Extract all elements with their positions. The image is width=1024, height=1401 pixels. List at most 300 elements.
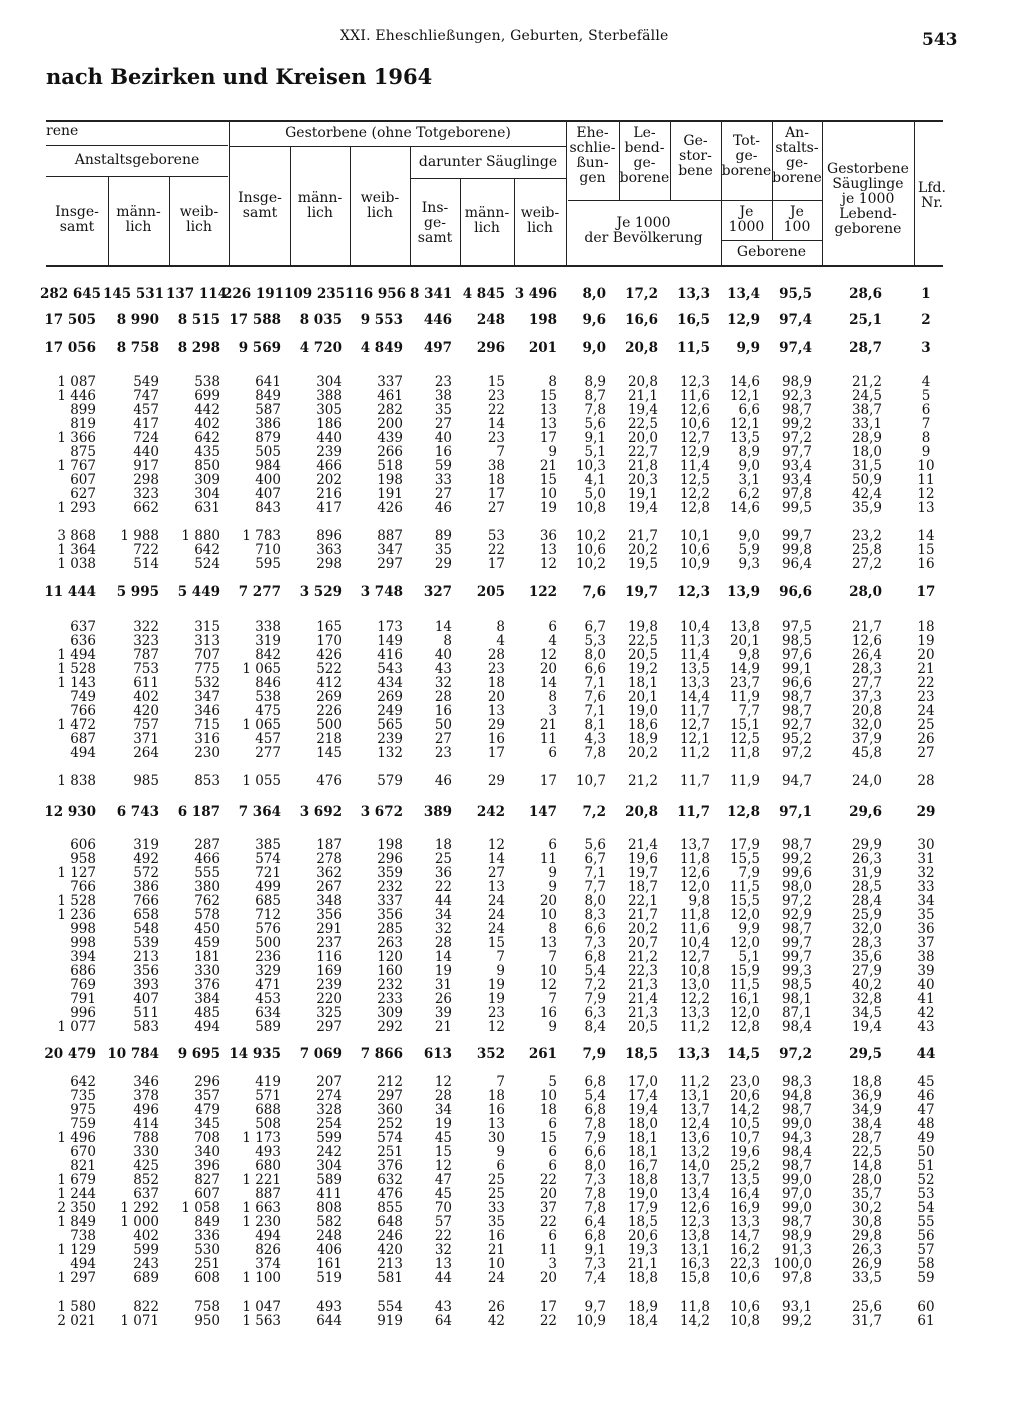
cell-maennlich: 319: [133, 837, 159, 853]
cell-saeuglinge-maennlich: 16: [487, 1228, 505, 1244]
cell-lebendgeborene-rate: 19,6: [627, 851, 658, 867]
cell-gestorbene-weiblich: 198: [377, 837, 403, 853]
table-row: [0, 866, 1024, 880]
cell-saeuglinge-maennlich: 205: [476, 584, 505, 600]
cell-anstaltsgeborene-rate: 92,9: [781, 907, 812, 923]
cell-lfd-nr: 53: [917, 1186, 935, 1202]
cell-insgesamt: 821: [70, 1158, 96, 1174]
cell-lfd-nr: 30: [917, 837, 935, 853]
cell-gestorbene-maennlich: 116: [316, 949, 342, 965]
cell-weiblich: 442: [194, 402, 220, 418]
cell-saeuglingssterblichkeit: 35,7: [851, 1186, 882, 1202]
cell-gestorbene-insgesamt: 849: [255, 388, 281, 404]
cell-gestorbene-insgesamt: 338: [255, 619, 281, 635]
cell-lfd-nr: 46: [917, 1088, 935, 1104]
cell-saeuglinge-weiblich: 3: [548, 1256, 557, 1272]
cell-saeuglingssterblichkeit: 27,7: [851, 675, 882, 691]
table-row: [0, 1243, 1024, 1257]
cell-insgesamt: 1 244: [57, 1186, 96, 1202]
cell-saeuglinge-weiblich: 15: [539, 472, 557, 488]
cell-weiblich: 296: [194, 1074, 220, 1090]
cell-lfd-nr: 54: [917, 1200, 935, 1216]
cell-insgesamt: 749: [70, 689, 96, 705]
cell-insgesamt: 996: [70, 1005, 96, 1021]
cell-saeuglinge-weiblich: 22: [539, 1172, 557, 1188]
cell-saeuglingssterblichkeit: 28,4: [851, 893, 882, 909]
cell-gestorbene-maennlich: 328: [316, 1102, 342, 1118]
cell-anstaltsgeborene-rate: 98,7: [781, 1102, 812, 1118]
cell-saeuglinge-weiblich: 6: [548, 1228, 557, 1244]
cell-lfd-nr: 29: [916, 804, 936, 820]
cell-gestorbene-rate: 13,3: [677, 286, 710, 302]
cell-maennlich: 346: [133, 1074, 159, 1090]
cell-saeuglinge-insgesamt: 47: [434, 1172, 452, 1188]
cell-lfd-nr: 17: [916, 584, 936, 600]
cell-totgeborene-rate: 9,9: [738, 921, 760, 937]
cell-saeuglingssterblichkeit: 28,6: [849, 286, 882, 302]
cell-saeuglinge-maennlich: 25: [487, 1186, 505, 1202]
cell-gestorbene-rate: 15,8: [679, 1270, 710, 1286]
table-row: [0, 1229, 1024, 1243]
cell-totgeborene-rate: 12,8: [727, 804, 760, 820]
cell-lfd-nr: 22: [917, 675, 935, 691]
cell-insgesamt: 1 038: [57, 556, 96, 572]
cell-saeuglinge-maennlich: 17: [487, 486, 505, 502]
cell-insgesamt: 738: [70, 1228, 96, 1244]
cell-gestorbene-weiblich: 297: [377, 556, 403, 572]
cell-saeuglingssterblichkeit: 28,3: [851, 661, 882, 677]
cell-saeuglinge-insgesamt: 43: [434, 661, 452, 677]
cell-maennlich: 323: [133, 486, 159, 502]
cell-gestorbene-maennlich: 476: [316, 773, 342, 789]
cell-weiblich: 251: [194, 1256, 220, 1272]
cell-totgeborene-rate: 10,5: [729, 1116, 760, 1132]
table-row: [0, 445, 1024, 459]
cell-saeuglinge-insgesamt: 40: [434, 647, 452, 663]
cell-eheschliessungen-rate: 9,1: [584, 430, 606, 446]
cell-saeuglingssterblichkeit: 26,4: [851, 647, 882, 663]
cell-gestorbene-weiblich: 337: [377, 374, 403, 390]
cell-eheschliessungen-rate: 5,6: [584, 837, 606, 853]
cell-totgeborene-rate: 16,2: [729, 1242, 760, 1258]
cell-saeuglinge-insgesamt: 27: [434, 731, 452, 747]
cell-saeuglingssterblichkeit: 25,8: [851, 542, 882, 558]
cell-gestorbene-rate: 11,8: [679, 851, 710, 867]
cell-gestorbene-maennlich: 242: [316, 1144, 342, 1160]
cell-anstaltsgeborene-rate: 93,4: [781, 472, 812, 488]
cell-weiblich: 181: [194, 949, 220, 965]
cell-saeuglinge-insgesamt: 15: [434, 1144, 452, 1160]
cell-maennlich: 1 071: [120, 1313, 159, 1329]
header-s-maennlich: männ- lich: [464, 205, 510, 236]
cell-lebendgeborene-rate: 21,2: [627, 949, 658, 965]
cell-gestorbene-insgesamt: 9 569: [238, 340, 281, 356]
cell-gestorbene-maennlich: 237: [316, 935, 342, 951]
cell-saeuglinge-weiblich: 5: [548, 1074, 557, 1090]
cell-maennlich: 457: [133, 402, 159, 418]
cell-lfd-nr: 11: [917, 472, 935, 488]
cell-eheschliessungen-rate: 8,7: [584, 388, 606, 404]
cell-weiblich: 340: [194, 1144, 220, 1160]
cell-saeuglinge-insgesamt: 44: [434, 893, 452, 909]
cell-gestorbene-maennlich: 411: [316, 1186, 342, 1202]
cell-lfd-nr: 19: [917, 633, 935, 649]
cell-saeuglingssterblichkeit: 26,9: [851, 1256, 882, 1272]
table-row: [0, 543, 1024, 557]
cell-lfd-nr: 42: [917, 1005, 935, 1021]
cell-saeuglinge-maennlich: 352: [476, 1046, 505, 1062]
cell-weiblich: 435: [194, 444, 220, 460]
cell-eheschliessungen-rate: 7,9: [582, 1046, 606, 1062]
cell-saeuglinge-maennlich: 27: [487, 500, 505, 516]
cell-gestorbene-maennlich: 254: [316, 1116, 342, 1132]
cell-eheschliessungen-rate: 4,3: [584, 731, 606, 747]
cell-lebendgeborene-rate: 20,5: [627, 1019, 658, 1035]
cell-gestorbene-maennlich: 239: [316, 977, 342, 993]
header-weiblich: weib- lich: [179, 204, 219, 235]
cell-totgeborene-rate: 13,8: [729, 619, 760, 635]
cell-gestorbene-maennlich: 169: [316, 963, 342, 979]
cell-totgeborene-rate: 3,1: [738, 472, 760, 488]
cell-gestorbene-rate: 13,3: [677, 1046, 710, 1062]
cell-lfd-nr: 41: [917, 991, 935, 1007]
cell-gestorbene-rate: 12,7: [679, 717, 710, 733]
cell-anstaltsgeborene-rate: 97,0: [781, 1186, 812, 1202]
cell-insgesamt: 998: [70, 935, 96, 951]
cell-insgesamt: 636: [70, 633, 96, 649]
cell-maennlich: 425: [133, 1158, 159, 1174]
cell-anstaltsgeborene-rate: 98,7: [781, 402, 812, 418]
cell-maennlich: 611: [133, 675, 159, 691]
cell-saeuglinge-insgesamt: 46: [434, 773, 452, 789]
cell-lebendgeborene-rate: 19,7: [625, 584, 658, 600]
cell-gestorbene-maennlich: 161: [316, 1256, 342, 1272]
table-row: [0, 805, 1024, 819]
cell-insgesamt: 1 127: [57, 865, 96, 881]
cell-gestorbene-insgesamt: 236: [255, 949, 281, 965]
cell-weiblich: 230: [194, 745, 220, 761]
cell-maennlich: 822: [133, 1299, 159, 1315]
cell-eheschliessungen-rate: 10,8: [575, 500, 606, 516]
header-insgesamt: Insge- samt: [55, 204, 99, 235]
cell-totgeborene-rate: 10,8: [729, 1313, 760, 1329]
table-row: [0, 341, 1024, 355]
cell-gestorbene-weiblich: 213: [377, 1256, 403, 1272]
cell-maennlich: 572: [133, 865, 159, 881]
cell-gestorbene-rate: 10,6: [679, 542, 710, 558]
cell-weiblich: 304: [194, 486, 220, 502]
cell-lebendgeborene-rate: 20,2: [627, 542, 658, 558]
cell-totgeborene-rate: 16,1: [729, 991, 760, 1007]
cell-maennlich: 747: [133, 388, 159, 404]
cell-saeuglinge-maennlich: 18: [487, 675, 505, 691]
header-bottom-rule: [46, 265, 943, 267]
cell-eheschliessungen-rate: 7,8: [584, 1186, 606, 1202]
cell-saeuglinge-insgesamt: 35: [434, 402, 452, 418]
cell-gestorbene-rate: 11,2: [679, 1019, 710, 1035]
cell-totgeborene-rate: 14,2: [729, 1102, 760, 1118]
cell-gestorbene-rate: 13,1: [679, 1088, 710, 1104]
cell-saeuglinge-weiblich: 17: [539, 1299, 557, 1315]
cell-gestorbene-insgesamt: 721: [255, 865, 281, 881]
cell-insgesamt: 1 679: [57, 1172, 96, 1188]
cell-gestorbene-rate: 13,0: [679, 977, 710, 993]
cell-gestorbene-weiblich: 132: [377, 745, 403, 761]
cell-saeuglinge-weiblich: 17: [539, 430, 557, 446]
cell-saeuglinge-weiblich: 15: [539, 1130, 557, 1146]
cell-saeuglingssterblichkeit: 40,2: [851, 977, 882, 993]
cell-gestorbene-insgesamt: 887: [255, 1186, 281, 1202]
cell-lfd-nr: 1: [921, 286, 931, 302]
cell-saeuglinge-weiblich: 6: [548, 1116, 557, 1132]
cell-insgesamt: 11 444: [44, 584, 96, 600]
cell-saeuglinge-insgesamt: 14: [434, 619, 452, 635]
cell-saeuglingssterblichkeit: 28,7: [849, 340, 882, 356]
cell-gestorbene-insgesamt: 587: [255, 402, 281, 418]
cell-saeuglinge-weiblich: 22: [539, 1214, 557, 1230]
cell-lfd-nr: 37: [917, 935, 935, 951]
cell-gestorbene-maennlich: 274: [316, 1088, 342, 1104]
cell-maennlich: 393: [133, 977, 159, 993]
cell-gestorbene-insgesamt: 493: [255, 1144, 281, 1160]
cell-totgeborene-rate: 15,5: [729, 893, 760, 909]
cell-eheschliessungen-rate: 8,0: [584, 893, 606, 909]
cell-saeuglinge-maennlich: 9: [496, 963, 505, 979]
cell-gestorbene-weiblich: 554: [377, 1299, 403, 1315]
cell-insgesamt: 759: [70, 1116, 96, 1132]
cell-saeuglingssterblichkeit: 45,8: [851, 745, 882, 761]
header-darunter-saeuglinge: darunter Säuglinge: [418, 154, 558, 170]
cell-lebendgeborene-rate: 21,1: [627, 388, 658, 404]
cell-weiblich: 315: [194, 619, 220, 635]
cell-lebendgeborene-rate: 20,5: [627, 647, 658, 663]
cell-saeuglinge-weiblich: 13: [539, 935, 557, 951]
cell-eheschliessungen-rate: 5,6: [584, 416, 606, 432]
cell-insgesamt: 769: [70, 977, 96, 993]
cell-insgesamt: 670: [70, 1144, 96, 1160]
cell-gestorbene-insgesamt: 419: [255, 1074, 281, 1090]
cell-saeuglingssterblichkeit: 42,4: [851, 486, 882, 502]
cell-gestorbene-weiblich: 212: [377, 1074, 403, 1090]
cell-maennlich: 6 743: [116, 804, 159, 820]
cell-eheschliessungen-rate: 8,3: [584, 907, 606, 923]
cell-gestorbene-insgesamt: 538: [255, 689, 281, 705]
cell-lfd-nr: 31: [917, 851, 935, 867]
cell-lebendgeborene-rate: 20,0: [627, 430, 658, 446]
cell-maennlich: 539: [133, 935, 159, 951]
cell-maennlich: 1 292: [120, 1200, 159, 1216]
cell-saeuglinge-weiblich: 9: [548, 1019, 557, 1035]
cell-totgeborene-rate: 7,7: [738, 703, 760, 719]
cell-saeuglingssterblichkeit: 30,2: [851, 1200, 882, 1216]
cell-weiblich: 330: [194, 963, 220, 979]
cell-lfd-nr: 57: [917, 1242, 935, 1258]
cell-saeuglinge-insgesamt: 16: [434, 703, 452, 719]
cell-maennlich: 5 995: [116, 584, 159, 600]
cell-saeuglinge-weiblich: 8: [548, 374, 557, 390]
cell-saeuglingssterblichkeit: 31,7: [851, 1313, 882, 1329]
cell-anstaltsgeborene-rate: 99,0: [781, 1200, 812, 1216]
cell-gestorbene-insgesamt: 984: [255, 458, 281, 474]
cell-saeuglinge-insgesamt: 497: [423, 340, 452, 356]
cell-anstaltsgeborene-rate: 97,4: [779, 340, 812, 356]
table-row: [0, 838, 1024, 852]
table-row: [0, 1047, 1024, 1061]
cell-lebendgeborene-rate: 18,1: [627, 1144, 658, 1160]
cell-saeuglinge-maennlich: 17: [487, 556, 505, 572]
cell-gestorbene-rate: 12,6: [679, 1200, 710, 1216]
cell-maennlich: 662: [133, 500, 159, 516]
cell-gestorbene-insgesamt: 688: [255, 1102, 281, 1118]
cell-gestorbene-rate: 11,7: [679, 703, 710, 719]
cell-eheschliessungen-rate: 7,1: [584, 703, 606, 719]
cell-eheschliessungen-rate: 6,8: [584, 1074, 606, 1090]
cell-anstaltsgeborene-rate: 92,3: [781, 388, 812, 404]
cell-saeuglingssterblichkeit: 37,3: [851, 689, 882, 705]
cell-saeuglinge-weiblich: 12: [539, 977, 557, 993]
cell-gestorbene-weiblich: 434: [377, 675, 403, 691]
cell-maennlich: 371: [133, 731, 159, 747]
cell-saeuglingssterblichkeit: 32,0: [851, 717, 882, 733]
cell-lfd-nr: 15: [917, 542, 935, 558]
cell-anstaltsgeborene-rate: 95,5: [779, 286, 812, 302]
cell-lfd-nr: 55: [917, 1214, 935, 1230]
cell-gestorbene-weiblich: 282: [377, 402, 403, 418]
cell-gestorbene-weiblich: 285: [377, 921, 403, 937]
cell-gestorbene-insgesamt: 641: [255, 374, 281, 390]
cell-anstaltsgeborene-rate: 97,2: [779, 1046, 812, 1062]
cell-saeuglingssterblichkeit: 12,6: [851, 633, 882, 649]
cell-lebendgeborene-rate: 18,5: [625, 1046, 658, 1062]
cell-saeuglinge-insgesamt: 19: [434, 963, 452, 979]
cell-totgeborene-rate: 8,9: [738, 444, 760, 460]
cell-saeuglinge-maennlich: 29: [487, 773, 505, 789]
cell-gestorbene-rate: 12,0: [679, 879, 710, 895]
cell-saeuglinge-maennlich: 8: [496, 619, 505, 635]
cell-gestorbene-rate: 10,6: [679, 416, 710, 432]
cell-saeuglinge-weiblich: 6: [548, 1144, 557, 1160]
cell-weiblich: 1 058: [181, 1200, 220, 1216]
cell-gestorbene-rate: 12,7: [679, 949, 710, 965]
cell-gestorbene-maennlich: 8 035: [299, 312, 342, 328]
cell-saeuglinge-weiblich: 6: [548, 619, 557, 635]
cell-saeuglinge-maennlich: 20: [487, 689, 505, 705]
cell-saeuglingssterblichkeit: 29,5: [849, 1046, 882, 1062]
cell-totgeborene-rate: 13,3: [729, 1214, 760, 1230]
cell-eheschliessungen-rate: 6,7: [584, 619, 606, 635]
cell-weiblich: 380: [194, 879, 220, 895]
cell-gestorbene-rate: 11,4: [679, 647, 710, 663]
cell-saeuglinge-insgesamt: 27: [434, 416, 452, 432]
cell-gestorbene-insgesamt: 494: [255, 1228, 281, 1244]
cell-insgesamt: 958: [70, 851, 96, 867]
cell-saeuglinge-weiblich: 12: [539, 556, 557, 572]
cell-gestorbene-insgesamt: 471: [255, 977, 281, 993]
cell-totgeborene-rate: 14,5: [727, 1046, 760, 1062]
cell-anstaltsgeborene-rate: 97,6: [781, 647, 812, 663]
cell-gestorbene-insgesamt: 499: [255, 879, 281, 895]
cell-insgesamt: 975: [70, 1102, 96, 1118]
cell-saeuglinge-weiblich: 147: [528, 804, 557, 820]
cell-gestorbene-maennlich: 363: [316, 542, 342, 558]
cell-lfd-nr: 5: [921, 388, 931, 404]
cell-gestorbene-weiblich: 269: [377, 689, 403, 705]
cell-anstaltsgeborene-rate: 98,3: [781, 1074, 812, 1090]
cell-insgesamt: 3 868: [57, 528, 96, 544]
cell-lebendgeborene-rate: 18,1: [627, 1130, 658, 1146]
cell-saeuglinge-insgesamt: 22: [434, 1228, 452, 1244]
cell-lfd-nr: 26: [917, 731, 935, 747]
cell-anstaltsgeborene-rate: 100,0: [773, 1256, 812, 1272]
cell-gestorbene-rate: 14,0: [679, 1158, 710, 1174]
cell-saeuglinge-weiblich: 8: [548, 689, 557, 705]
table-row: [0, 1300, 1024, 1314]
cell-saeuglingssterblichkeit: 33,1: [851, 416, 882, 432]
cell-gestorbene-rate: 11,5: [677, 340, 710, 356]
cell-lebendgeborene-rate: 19,3: [627, 1242, 658, 1258]
cell-gestorbene-weiblich: 266: [377, 444, 403, 460]
cell-saeuglingssterblichkeit: 25,1: [849, 312, 882, 328]
cell-gestorbene-rate: 13,5: [679, 661, 710, 677]
cell-gestorbene-weiblich: 198: [377, 472, 403, 488]
cell-saeuglinge-weiblich: 9: [548, 444, 557, 460]
cell-saeuglinge-insgesamt: 44: [434, 1270, 452, 1286]
cell-maennlich: 766: [133, 893, 159, 909]
cell-gestorbene-weiblich: 648: [377, 1214, 403, 1230]
cell-saeuglinge-maennlich: 27: [487, 865, 505, 881]
cell-eheschliessungen-rate: 4,1: [584, 472, 606, 488]
table-row: [0, 964, 1024, 978]
cell-lfd-nr: 32: [917, 865, 935, 881]
cell-saeuglinge-weiblich: 9: [548, 879, 557, 895]
cell-saeuglinge-insgesamt: 14: [434, 949, 452, 965]
cell-saeuglinge-insgesamt: 45: [434, 1186, 452, 1202]
cell-gestorbene-rate: 11,7: [679, 773, 710, 789]
cell-saeuglinge-insgesamt: 35: [434, 542, 452, 558]
cell-weiblich: 1 880: [181, 528, 220, 544]
cell-eheschliessungen-rate: 7,3: [584, 1256, 606, 1272]
cell-saeuglinge-weiblich: 20: [539, 893, 557, 909]
header-eheschliessungen: Ehe- schlie- ßun- gen: [569, 125, 616, 186]
cell-anstaltsgeborene-rate: 99,0: [781, 1116, 812, 1132]
cell-maennlich: 10 784: [107, 1046, 159, 1062]
cell-lebendgeborene-rate: 18,7: [627, 879, 658, 895]
cell-gestorbene-maennlich: 808: [316, 1200, 342, 1216]
cell-saeuglinge-maennlich: 16: [487, 731, 505, 747]
cell-saeuglinge-insgesamt: 32: [434, 1242, 452, 1258]
cell-insgesamt: 494: [70, 1256, 96, 1272]
cell-lebendgeborene-rate: 21,2: [627, 773, 658, 789]
cell-weiblich: 849: [194, 1214, 220, 1230]
cell-saeuglinge-insgesamt: 64: [434, 1313, 452, 1329]
cell-saeuglinge-insgesamt: 32: [434, 675, 452, 691]
cell-lfd-nr: 16: [917, 556, 935, 572]
cell-eheschliessungen-rate: 5,0: [584, 486, 606, 502]
cell-gestorbene-rate: 14,2: [679, 1313, 710, 1329]
cell-saeuglinge-maennlich: 42: [487, 1313, 505, 1329]
cell-saeuglingssterblichkeit: 20,8: [851, 703, 882, 719]
cell-saeuglinge-weiblich: 36: [539, 528, 557, 544]
table-row: [0, 1173, 1024, 1187]
cell-lebendgeborene-rate: 20,1: [627, 689, 658, 705]
cell-gestorbene-maennlich: 582: [316, 1214, 342, 1230]
cell-saeuglinge-maennlich: 23: [487, 430, 505, 446]
cell-weiblich: 530: [194, 1242, 220, 1258]
cell-saeuglinge-insgesamt: 8: [443, 633, 452, 649]
cell-maennlich: 356: [133, 963, 159, 979]
table-row: [0, 487, 1024, 501]
cell-lebendgeborene-rate: 17,2: [625, 286, 658, 302]
